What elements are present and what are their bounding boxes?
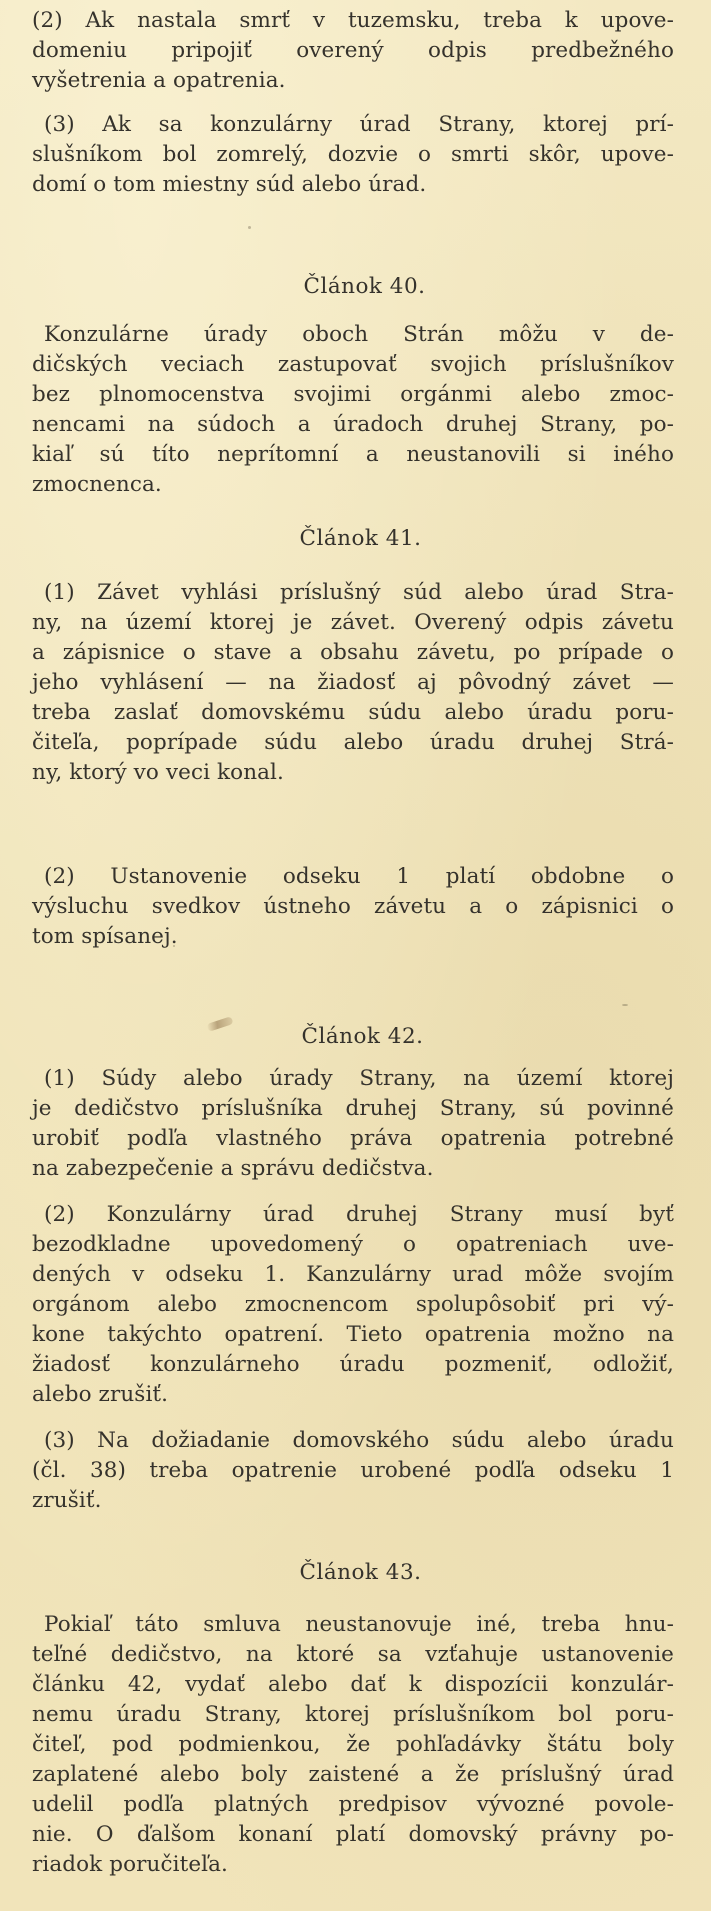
text-line: kone takýchto opatrení. Tieto opatrenia možno na [32,1322,674,1347]
article-40-heading: Článok 40. [303,274,426,299]
text-line: zmocnenca. [32,472,162,497]
text-line: čiteľ, pod podmienkou, že pohľadávky štátu boly [32,1732,674,1757]
text-line: ny, ktorý vo veci konal. [32,760,284,785]
text-line: nie. O ďalšom konaní platí domovský právny po- [32,1822,674,1847]
text-line: orgánom alebo zmocnencom spolupôsobiť pri vý- [32,1292,674,1317]
text-line: Konzulárne úrady oboch Strán môžu v de- [44,322,674,347]
text-line: domí o tom miestny súd alebo úrad. [32,172,427,197]
text-line: slušníkom bol zomrelý, dozvie o smrti skôr, upove- [32,142,674,167]
text-line: zaplatené alebo boly zaistené a že príslušný úrad [32,1762,674,1787]
paragraph-art40 [32,320,674,500]
text-line: ny, na území ktorej je závet. Overený odpis závetu [32,610,674,635]
text-line: bezodkladne upovedomený o opatreniach uve- [32,1232,674,1257]
paragraph-art42-par3 [32,1426,674,1516]
text-line: (2) Ustanovenie odseku 1 platí obdobne o [44,864,674,889]
article-43-heading: Článok 43. [299,1560,422,1585]
text-line: a zápisnice o stave a obsahu závetu, po prípade o [32,640,674,665]
text-line: alebo zrušiť. [32,1382,169,1407]
text-line: dičských veciach zastupovať svojich príslušníkov [32,352,674,377]
text-line: vyšetrenia a opatrenia. [32,68,286,93]
paragraph-art39-par3 [32,110,674,200]
text-line: dených v odseku 1. Kanzulárny urad môže svojím [32,1262,674,1287]
text-line: (1) Súdy alebo úrady Strany, na území ktorej [44,1066,674,1091]
text-line: domeniu pripojiť overený odpis predbežného [32,38,674,63]
text-line: (3) Na dožiadanie domovského súdu alebo úradu [44,1428,674,1453]
text-line: je dedičstvo príslušníka druhej Strany, sú povinné [32,1096,674,1121]
text-line: kiaľ sú títo neprítomní a neustanovili si iného [32,442,674,467]
text-line: Pokiaľ táto smluva neustanovuje iné, treba hnu- [44,1612,674,1637]
paper-speck [173,945,175,947]
text-line: na zabezpečenie a správu dedičstva. [32,1156,434,1181]
text-line: žiadosť konzulárneho úradu pozmeniť, odložiť, [32,1352,674,1377]
text-line: (2) Konzulárny úrad druhej Strany musí byť [44,1202,674,1227]
text-line: článku 42, vydať alebo dať k dispozícii konzulár- [32,1672,674,1697]
article-41-heading: Článok 41. [299,526,422,551]
text-line: zrušiť. [32,1488,102,1513]
text-line: výsluchu svedkov ústneho závetu a o zápisnici o [32,894,674,919]
text-line: treba zaslať domovskému súdu alebo úradu poru- [32,700,674,725]
paragraph-art41-par2 [32,862,674,952]
paper-speck [248,226,251,229]
paragraph-art41-par1 [32,578,674,788]
article-42-heading: Článok 42. [301,1024,424,1049]
text-line: teľné dedičstvo, na ktoré sa vzťahuje ustanovenie [32,1642,674,1667]
paragraph-art42-par2 [32,1200,674,1410]
text-line: čiteľa, poprípade súdu alebo úradu druhej Strá- [32,730,674,755]
text-line: nencami na súdoch a úradoch druhej Strany, po- [32,412,674,437]
text-line: bez plnomocenstva svojimi orgánmi alebo zmoc- [32,382,674,407]
paragraph-art39-par2 [32,6,674,96]
text-line: (2) Ak nastala smrť v tuzemsku, treba k upove- [32,8,674,33]
text-line: (čl. 38) treba opatrenie urobené podľa odseku 1 [32,1458,674,1483]
paper-speck [622,1004,628,1006]
text-line: tom spísanej. [32,924,178,949]
text-line: udelil podľa platných predpisov vývozné povole- [32,1792,674,1817]
paragraph-art42-par1 [32,1064,674,1184]
text-line: jeho vyhlásení — na žiadosť aj pôvodný závet — [32,670,674,695]
text-line: riadok poručiteľa. [32,1852,228,1877]
paragraph-art43 [32,1610,674,1880]
text-line: nemu úradu Strany, ktorej príslušníkom bol poru- [32,1702,674,1727]
text-line: urobiť podľa vlastného práva opatrenia potrebné [32,1126,674,1151]
text-line: (3) Ak sa konzulárny úrad Strany, ktorej prí- [44,112,674,137]
text-line: (1) Závet vyhlási príslušný súd alebo úrad Stra- [44,580,674,605]
